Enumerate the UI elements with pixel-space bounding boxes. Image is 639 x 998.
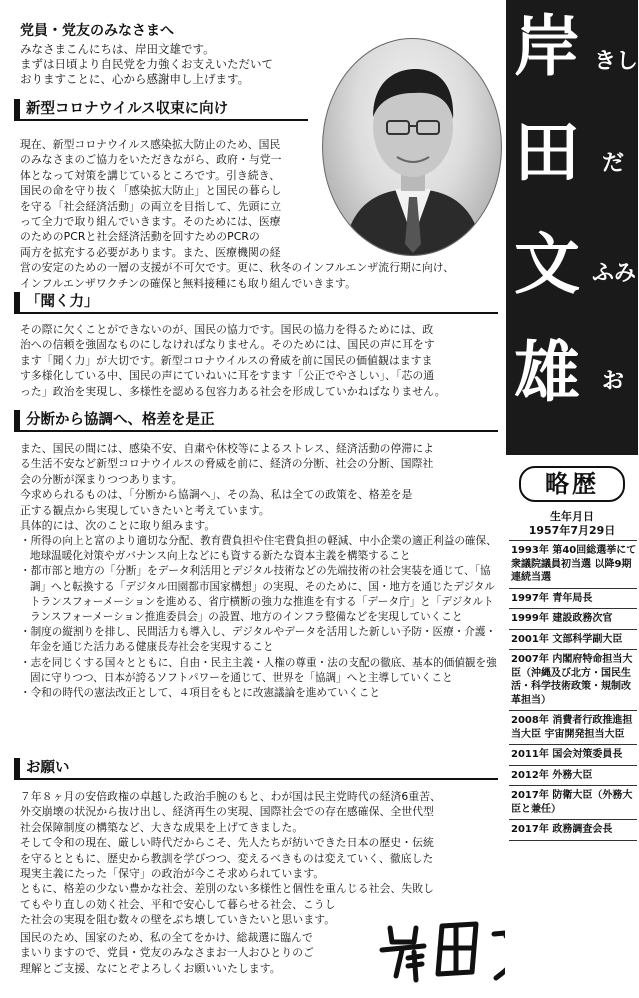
- body-line: 社会保障制度の構築など、大きな成果を上げてきました。: [20, 820, 304, 834]
- name-kanji-2: 田: [514, 114, 580, 191]
- name-kana-4: お: [602, 369, 625, 394]
- body-line: 国民の命を守り抜く「感染拡大防止」と国民の暮らし: [20, 184, 282, 198]
- body-line: ともに、格差の少ない豊かな社会、差別のない多様性と個性を重んじる社会、失敗し: [20, 882, 435, 896]
- body-line: 今求められるものは、「分断から協調へ」、その為、私は全ての政策を、格差を是: [20, 488, 413, 502]
- closing-line: まいりますので、党員・党友のみなさまお一人おひとりのご: [20, 946, 314, 960]
- body-line: 外交崩壊の状況から抜け出し、経済再生の実現、国際社会での存在感確保、全世代型: [20, 805, 435, 819]
- candidate-portrait: [322, 38, 502, 256]
- section-heading-cooperation: 分断から協調へ、格差を是正: [14, 410, 498, 432]
- greeting-title: 党員・党友のみなさまへ: [20, 23, 174, 39]
- body-line: 具体的には、次のことに取り組みます。: [20, 519, 216, 533]
- body-line: 会の分断が深まりつつあります。: [20, 472, 183, 486]
- name-kanji-1: 岸: [514, 8, 580, 85]
- body-line: る生活不安など新型コロナウイルスの脅威を前に、経済の分断、社会の分断、国際社: [20, 457, 434, 471]
- body-line: ７年８ヶ月の安倍政権の卓越した政治手腕のもと、わが国は民主党時代の経済6重苦、: [20, 790, 442, 803]
- section-heading-listening: 「聞く力」: [14, 292, 498, 314]
- body-line: を守る「社会経済活動」の両立を目指して、先頭に立: [20, 199, 282, 213]
- greeting-line: みなさまこんにちは、岸田文雄です。: [20, 42, 215, 56]
- body-line: そして令和の現在、厳しい時代だからこそ、先人たちが紡いできた日本の歴史・伝統: [20, 836, 434, 850]
- section-heading-corona: 新型コロナウイルス収束に向け: [14, 99, 308, 121]
- body-line: 現実主義にたった「保守」の政治が今こそ求められています。: [20, 867, 325, 881]
- body-line: 体となって対策を講じているところです。引き続き、: [20, 168, 281, 182]
- section-body-request: [20, 789, 500, 928]
- body-line: 治への信頼を強固なものにしなければなりません。そのためには、国民の声に耳をす: [20, 338, 435, 352]
- body-line: のためのPCRと社会経済活動を回すためのPCRの: [20, 230, 260, 244]
- body-line: す多様化している中、国民の声にていねいに耳をすます「公正でやさしい」、「芯の通: [20, 369, 435, 383]
- name-panel: [506, 0, 638, 455]
- closing-line: 国民のため、国家のため、私の全てをかけ、総裁選に臨んで: [20, 931, 313, 944]
- body-line: 現在、新型コロナウイルス感染拡大防止のため、国民: [20, 138, 281, 151]
- name-kana-3: ふみ: [592, 261, 637, 286]
- policy-list: [20, 534, 498, 701]
- career-item: 2007年 内閣府特命担当大臣（沖縄及び北方・国民生活・科学技術政策・規制改革担当）: [509, 649, 637, 710]
- body-line: た社会の実現を阻む数々の壁をぶち壊していきたいと思います。: [20, 913, 336, 927]
- closing-text: [20, 930, 380, 976]
- career-item: 1997年 青年局長: [509, 588, 637, 609]
- section-body-listening: [20, 322, 500, 399]
- policy-item: ・都市部と地方の「分断」をデータ利活用とデジタル技術などの先端技術の社会実装を通じて、「協調」へと転換する「デジタル田園都市国家構想」の実現、そのために、国・地方を通じたデジタルトランスフォーメーションを進める、省庁横断の強力な推進を有する「データ庁」と「デジタルトランスフォーメーション推進委員会」の設置、地方のインフラ整備などを実現していくこと: [20, 565, 495, 624]
- body-line: 正する観点から実現していきたいと考えています。: [20, 503, 270, 517]
- body-line: のみなさまのご協力をいただきながら、政府・与党一: [20, 153, 282, 167]
- body-line: って全力で取り組んでいきます。そのためには、医療: [20, 215, 281, 229]
- name-kana-2: だ: [602, 151, 625, 176]
- career-item: 2017年 防衛大臣（外務大臣と兼任）: [509, 785, 637, 819]
- body-line: その際に欠くことができないのが、国民の協力です。国民の協力を得るためには、政: [20, 323, 434, 336]
- birth-date: 1957年7月29日: [528, 524, 616, 537]
- resume-title: 略歴: [519, 466, 625, 502]
- section-body-cooperation: [20, 441, 500, 533]
- career-item: 2012年 外務大臣: [509, 765, 637, 786]
- body-line: 両方を拡充する必要があります。また、医療機関の経: [20, 245, 281, 259]
- body-line: また、国民の間には、感染不安、自粛や休校等によるストレス、経済活動の停滞によ: [20, 442, 435, 455]
- body-line: てもやり直しの効く社会、平和で安心して暮らせる社会、こうし: [20, 897, 336, 911]
- greeting-line: まずは日頃より自民党を力強くお支えいただいて: [20, 57, 273, 71]
- name-kanji-4: 雄: [514, 334, 580, 411]
- birth-label: 生年月日: [550, 510, 594, 523]
- body-line: 営の安定のための一層の支援が不可欠です。更に、秋冬のインフルエンザ流行期に向け、: [20, 261, 455, 275]
- policy-item: ・志を同じくする国々とともに、自由・民主主義・人権の尊重・法の支配の徹底、基本的価値観を強固に守りつつ、日本が誇るソフトパワーを通じて、世界を「協調」へと主導していくこと: [20, 656, 497, 684]
- policy-item: ・制度の縦割りを排し、民間活力も導入し、デジタルやデータを活用した新しい予防・医療・介護・年金を通じた活力ある健康長寿社会を実現すること: [20, 626, 497, 654]
- career-list: [509, 540, 637, 841]
- body-line: った」政治を実現し、多様性を認める包容力ある社会を形成していかねばなりません。: [20, 384, 446, 398]
- body-line: インフルエンザワクチンの確保と無料接種にも取り組んでいきます。: [20, 276, 356, 290]
- policy-item: ・令和の時代の憲法改正として、４項目をもとに改憲議論を進めていくこと: [20, 687, 380, 700]
- greeting-line: おりますことに、心から感謝申し上げます。: [20, 72, 250, 86]
- closing-line: 理解とご支援、なにとぞよろしくお願いいたします。: [20, 961, 281, 975]
- section-heading-request: お願い: [14, 758, 498, 780]
- career-item: 2001年 文部科学副大臣: [509, 629, 637, 650]
- body-line: ます「聞く力」が大切です。新型コロナウイルスの脅威を前に国民の価値観はますま: [20, 353, 433, 367]
- name-kanji-3: 文: [514, 226, 580, 303]
- name-kana-1: きし: [594, 49, 639, 74]
- greeting-text: [20, 42, 320, 87]
- profile-sidebar: [505, 0, 639, 998]
- career-item: 1999年 建設政務次官: [509, 608, 637, 629]
- body-line: を守るとともに、歴史から教訓を学びつつ、変えるべきものは変えていく、徹底した: [20, 851, 434, 865]
- career-item: 2011年 国会対策委員長: [509, 744, 637, 765]
- policy-item: ・所得の向上と富のより適切な分配、教育費負担や住宅費負担の軽減、中小企業の適正利益の確保、地球温暖化対策やガバナンス向上などにも資する新たな資本主義を構築すること: [20, 535, 497, 563]
- career-item: 2017年 政務調査会長: [509, 819, 637, 841]
- career-item: 2008年 消費者行政推進担当大臣 宇宙開発担当大臣: [509, 710, 637, 744]
- section-body-corona: [20, 137, 455, 291]
- career-item: 1993年 第40回総選挙にて衆議院議員初当選 以降9期連続当選: [509, 540, 637, 588]
